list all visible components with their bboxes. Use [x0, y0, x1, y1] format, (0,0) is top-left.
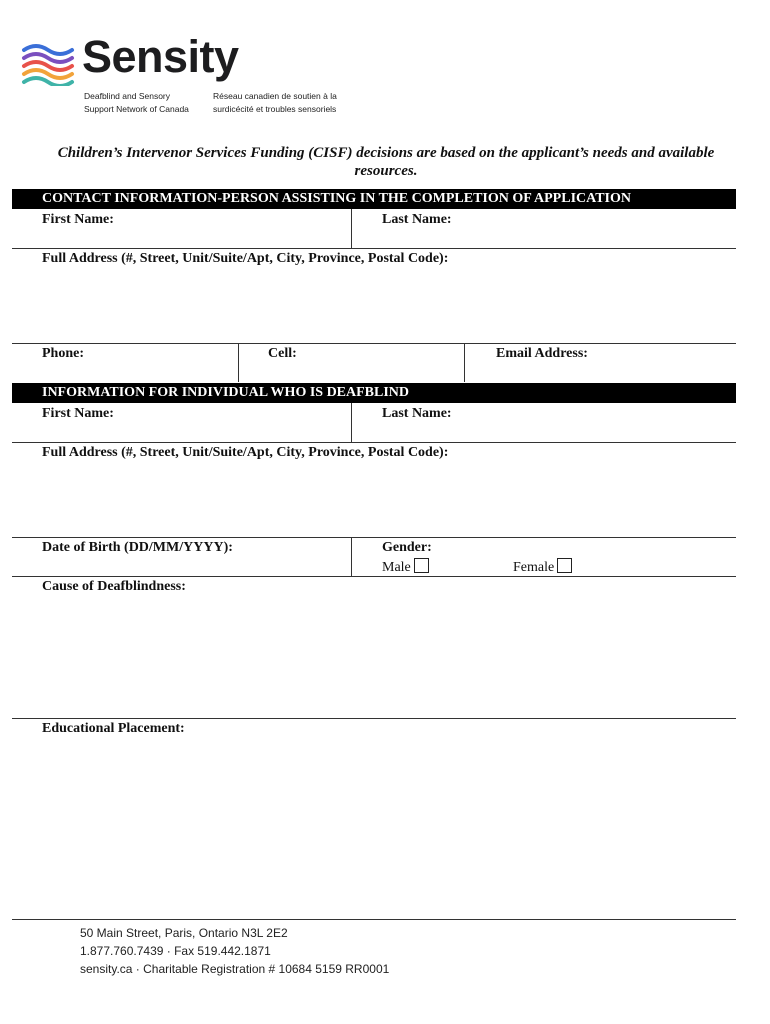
contact-first-name-label: First Name:	[42, 212, 114, 227]
individual-last-name-label: Last Name:	[382, 406, 452, 421]
footer	[80, 924, 389, 978]
contact-email-label: Email Address:	[496, 346, 588, 361]
intro-text: Children’s Intervenor Services Funding (CISF) decisions are based on the applicant’s needs and available resources.	[57, 145, 715, 179]
divider	[351, 537, 352, 576]
tagline-en-line1: Deafblind and Sensory	[84, 91, 171, 101]
divider	[12, 248, 736, 249]
brand-name: Sensity	[82, 31, 239, 82]
tagline-en-line2: Support Network of Canada	[84, 104, 189, 114]
footer-website: sensity.ca · Charitable Registration # 10684 5159 RR0001	[80, 962, 390, 976]
tagline-fr-line2: surdicécité et troubles sensoriels	[213, 104, 337, 114]
dob-label: Date of Birth (DD/MM/YYYY):	[42, 540, 233, 555]
sensity-logo-icon	[20, 42, 76, 86]
female-checkbox[interactable]	[557, 558, 572, 573]
contact-address-label: Full Address (#, Street, Unit/Suite/Apt, City, Province, Postal Code):	[42, 251, 449, 266]
divider	[238, 343, 239, 382]
gender-female-option[interactable]	[513, 558, 572, 576]
contact-last-name-label: Last Name:	[382, 212, 452, 227]
footer-phone: 1.877.760.7439 · Fax 519.442.1871	[80, 944, 271, 958]
footer-address: 50 Main Street, Paris, Ontario N3L 2E2	[80, 926, 288, 940]
male-checkbox[interactable]	[414, 558, 429, 573]
divider	[351, 209, 352, 248]
divider	[12, 442, 736, 443]
tagline-en	[84, 90, 204, 116]
logo	[20, 31, 380, 120]
footer-divider	[12, 919, 736, 920]
contact-phone-label: Phone:	[42, 346, 84, 361]
divider	[12, 343, 736, 344]
section-individual-header: INFORMATION FOR INDIVIDUAL WHO IS DEAFBLIND	[12, 383, 736, 403]
divider	[351, 403, 352, 442]
individual-address-label: Full Address (#, Street, Unit/Suite/Apt, City, Province, Postal Code):	[42, 445, 449, 460]
individual-first-name-label: First Name:	[42, 406, 114, 421]
gender-label: Gender:	[382, 540, 432, 555]
cause-label: Cause of Deafblindness:	[42, 579, 186, 594]
divider	[464, 343, 465, 382]
divider	[12, 718, 736, 719]
tagline-fr-line1: Réseau canadien de soutien à la	[213, 91, 337, 101]
gender-male-option[interactable]	[382, 558, 429, 576]
gender-female-label: Female	[513, 560, 555, 575]
divider	[12, 537, 736, 538]
contact-cell-label: Cell:	[268, 346, 297, 361]
tagline-fr	[213, 90, 373, 116]
divider	[12, 576, 736, 577]
gender-male-label: Male	[382, 560, 411, 575]
placement-label: Educational Placement:	[42, 721, 185, 736]
section-contact-header: CONTACT INFORMATION-PERSON ASSISTING IN THE COMPLETION OF APPLICATION	[12, 189, 736, 209]
